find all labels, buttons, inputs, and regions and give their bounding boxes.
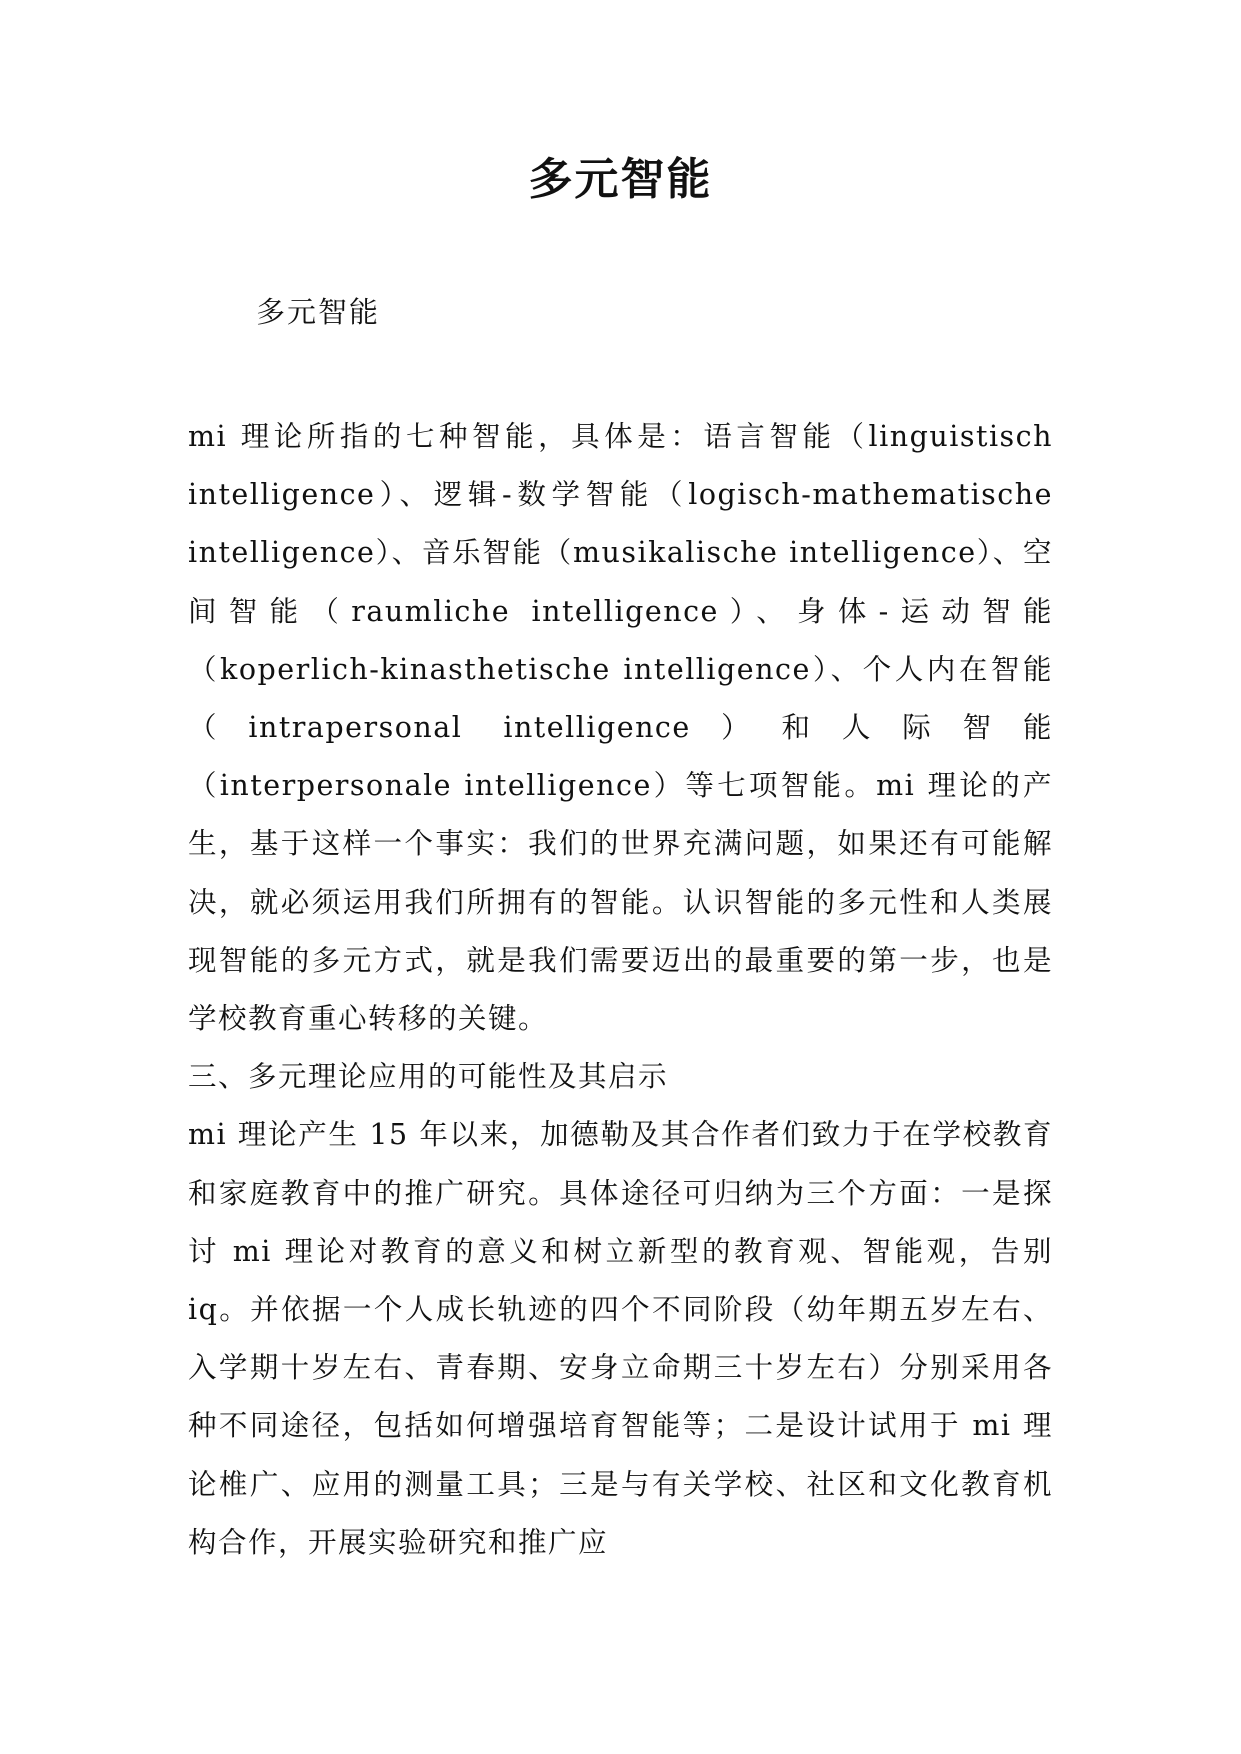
paragraph-intelligences: mi 理论所指的七种智能，具体是：语言智能（linguistisch intelligence）、逻辑-数学智能（logisch-mathematische intelligence）、音乐智能（musikalische intelligence）、空间智能（raumliche intelligence）、身体-运动智能（koperlich-kinasthetische intelligence）、个人内在智能（intrapersonal intelligence）和人际智能（interpersonale intelligence）等七项智能。mi 理论的产生，基于这样一个事实：我们的世界充满问题，如果还有可能解决，就必须运用我们所拥有的智能。认识智能的多元性和人类展现智能的多元方式，就是我们需要迈出的最重要的第一步，也是学校教育重心转移的关键。 xyxy=(188,420,1053,1036)
paragraph-application: mi 理论产生 15 年以来，加德勒及其合作者们致力于在学校教育和家庭教育中的推广研究。具体途径可归纳为三个方面：一是探讨 mi 理论对教育的意义和树立新型的教育观、智能观，告别 iq。并依据一个人成长轨迹的四个不同阶段（幼年期五岁左右、入学期十岁左右、青春期、安身立命期三十岁左右）分别采用各种不同途径，包括如何增强培育智能等；二是设计试用于 mi 理论椎广、应用的测量工具；三是与有关学校、社区和文化教育机构合作，开展实验研究和推广应 xyxy=(188,1118,1053,1559)
section-heading: 三、多元理论应用的可能性及其启示 xyxy=(188,1060,669,1094)
document-body xyxy=(188,408,1053,1572)
document-title: 多元智能 xyxy=(528,154,713,205)
document-subtitle: 多元智能 xyxy=(256,295,381,329)
